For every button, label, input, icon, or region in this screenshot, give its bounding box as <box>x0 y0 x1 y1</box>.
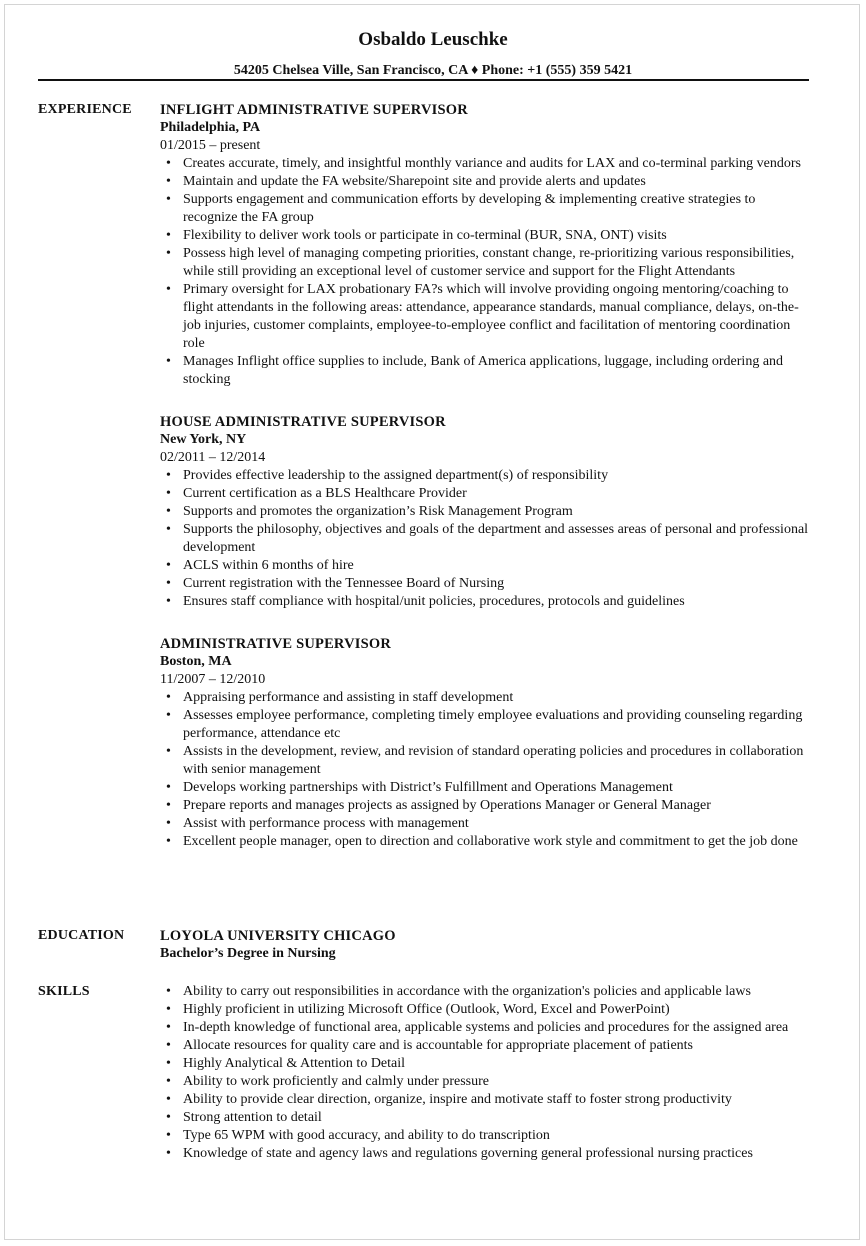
job-entry <box>160 413 812 611</box>
job-bullet: • Supports engagement and communication efforts by developing & implementing creative strategies to recognize the FA group <box>183 191 812 227</box>
skill-bullet: • Ability to provide clear direction, organize, inspire and motivate staff to foster strong productivity <box>183 1091 812 1109</box>
job-bullet: • Ensures staff compliance with hospital/unit policies, procedures, protocols and guidelines <box>183 593 812 611</box>
job-bullet: • Assist with performance process with management <box>183 815 812 833</box>
job-bullet: • Flexibility to deliver work tools or participate in co-terminal (BUR, SNA, ONT) visits <box>183 227 812 245</box>
header-divider <box>38 79 809 81</box>
job-bullet: • Current registration with the Tennessee Board of Nursing <box>183 575 812 593</box>
job-bullet: • Assesses employee performance, completing timely employee evaluations and providing counseling regarding performance, attendance etc <box>183 707 812 743</box>
skills-label: SKILLS <box>38 984 90 999</box>
job-bullet: • Possess high level of managing competing priorities, constant change, re-prioritizing various responsibilities, while still providing an exceptional level of customer service and support for the Flight Attendants <box>183 245 812 281</box>
job-bullet: • Excellent people manager, open to direction and collaborative work style and commitment to get the job done <box>183 833 812 851</box>
job-bullet: • Supports and promotes the organization’s Risk Management Program <box>183 503 812 521</box>
job-title: ADMINISTRATIVE SUPERVISOR <box>160 636 392 652</box>
skill-bullet: • Ability to carry out responsibilities in accordance with the organization's policies and applicable laws <box>183 983 812 1001</box>
job-bullet: • Primary oversight for LAX probationary FA?s which will involve providing ongoing mentoring/coaching to flight attendants in the following areas: attendance, appearance standards, manual compliance, delays, on-the-job injuries, customer complaints, employee-to-employee conflict and facilitation of mentoring coordination role <box>183 281 812 353</box>
job-dates: 11/2007 – 12/2010 <box>160 672 266 687</box>
job-bullet: • Develops working partnerships with District’s Fulfillment and Operations Management <box>183 779 812 797</box>
degree-name: Bachelor’s Degree in Nursing <box>160 946 336 961</box>
job-title: HOUSE ADMINISTRATIVE SUPERVISOR <box>160 414 446 430</box>
skill-bullet: • Highly Analytical & Attention to Detail <box>183 1055 812 1073</box>
job-bullet: • Prepare reports and manages projects as assigned by Operations Manager or General Manager <box>183 797 812 815</box>
job-location: Philadelphia, PA <box>160 120 261 135</box>
job-bullet: • Current certification as a BLS Healthcare Provider <box>183 485 812 503</box>
job-bullet: • Assists in the development, review, and revision of standard operating policies and procedures in collaboration with senior management <box>183 743 812 779</box>
skill-bullet: • Type 65 WPM with good accuracy, and ability to do transcription <box>183 1127 812 1145</box>
job-bullet: • Manages Inflight office supplies to include, Bank of America applications, luggage, including ordering and stocking <box>183 353 812 389</box>
job-bullet: • Provides effective leadership to the assigned department(s) of responsibility <box>183 467 812 485</box>
skill-bullet: • Ability to work proficiently and calmly under pressure <box>183 1073 812 1091</box>
skill-bullet: • Highly proficient in utilizing Microsoft Office (Outlook, Word, Excel and PowerPoint) <box>183 1001 812 1019</box>
experience-body <box>160 101 812 851</box>
school-name: LOYOLA UNIVERSITY CHICAGO <box>160 928 396 944</box>
skill-bullet: • Allocate resources for quality care and is accountable for appropriate placement of patients <box>183 1037 812 1055</box>
job-location: Boston, MA <box>160 654 232 669</box>
job-title: INFLIGHT ADMINISTRATIVE SUPERVISOR <box>160 102 468 118</box>
job-entry <box>160 635 812 851</box>
resume-header <box>0 28 866 80</box>
skill-bullet: • Strong attention to detail <box>183 1109 812 1127</box>
job-bullet: • Maintain and update the FA website/Sharepoint site and provide alerts and updates <box>183 173 812 191</box>
experience-label: EXPERIENCE <box>38 102 132 117</box>
skills-body <box>160 983 812 1163</box>
job-dates: 02/2011 – 12/2014 <box>160 450 266 465</box>
job-bullet: • ACLS within 6 months of hire <box>183 557 812 575</box>
job-bullet: • Creates accurate, timely, and insightful monthly variance and audits for LAX and co-terminal parking vendors <box>183 155 812 173</box>
candidate-name: Osbaldo Leuschke <box>358 29 508 50</box>
contact-line: 54205 Chelsea Ville, San Francisco, CA ♦ Phone: +1 (555) 359 5421 <box>233 63 633 78</box>
job-entry <box>160 101 812 389</box>
job-bullet-list <box>160 689 812 851</box>
job-dates: 01/2015 – present <box>160 138 261 153</box>
job-bullet: • Appraising performance and assisting in staff development <box>183 689 812 707</box>
job-location: New York, NY <box>160 432 247 447</box>
education-body <box>160 927 812 963</box>
skill-bullet: • In-depth knowledge of functional area, applicable systems and policies and procedures for the assigned area <box>183 1019 812 1037</box>
job-bullet-list <box>160 155 812 389</box>
skill-bullet: • Knowledge of state and agency laws and regulations governing general professional nursing practices <box>183 1145 812 1163</box>
skills-bullet-list <box>160 983 812 1163</box>
job-bullet-list <box>160 467 812 611</box>
education-label: EDUCATION <box>38 928 125 943</box>
job-bullet: • Supports the philosophy, objectives and goals of the department and assesses areas of personal and professional development <box>183 521 812 557</box>
